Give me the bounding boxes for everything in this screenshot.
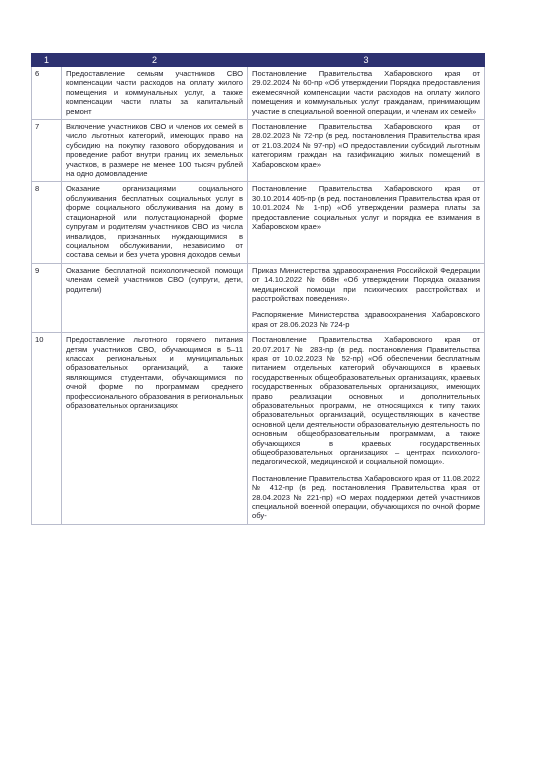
header-col-3: 3 [248,54,485,67]
legal-document: Постановление Правительства Хабаровского края от 11.08.2022 № 412-пр (в ред. постановления Правительства края от 28.04.2023 № 221-пр) «О мерах поддержки детей участников специальной военной операции, обучающихся по очной форме обу- [252,473,480,521]
table-row [32,263,485,332]
table-row [32,182,485,263]
legal-basis [248,333,485,525]
row-number: 10 [32,333,62,525]
legal-document: Постановление Правительства Хабаровского края от 30.10.2014 405-пр (в ред. постановления Правительства края от 10.01.2024 № 1-пр) «Об утверждении размера платы за предоставление социальных услуг и порядка ее взимания в Хабаровском крае» [252,184,480,232]
table-row [32,67,485,120]
legal-document: Приказ Министерства здравоохранения Российской Федерации от 14.10.2022 № 668н «Об утверждении Порядка оказания медицинской помощи при психических расстройствах и расстройствах поведения». [252,265,480,303]
legal-basis [248,67,485,120]
table-row [32,120,485,182]
legal-basis [248,182,485,263]
table-header-row [32,54,485,67]
legal-document: Постановление Правительства Хабаровского края от 28.02.2023 № 72-пр (в ред. постановления Правительства края от 21.03.2024 № 97-пр) «О предоставлении субсидий льготным категориям граждан на газификацию жилых помещений в Хабаровском крае» [252,122,480,169]
legal-basis [248,120,485,182]
table-row [32,333,485,525]
legal-document: Распоряжение Министерства здравоохранения Хабаровского края от 28.06.2023 № 724-р [252,310,480,329]
measure-description: Включение участников СВО и членов их семей в число льготных категорий, имеющих право на субсидию на покупку газового оборудования и проведение работ внутри границ их земельных участков, в размере не менее 100 тысяч рублей на одно домовладение [62,120,248,182]
row-number: 9 [32,263,62,332]
measure-description: Оказание бесплатной психологической помощи членам семей участников СВО (супруги, дети, родители) [62,263,248,332]
measure-description: Предоставление льготного горячего питания детям участников СВО, обучающимся в 5–11 классах региональных и муниципальных образовательных организаций, а также являющимся студентами, обучающимися по очной форме по программам среднего профессионального образования в региональных образовательных организациях [62,333,248,525]
legal-basis [248,263,485,332]
row-number: 8 [32,182,62,263]
measures-table [31,53,485,525]
legal-document: Постановление Правительства Хабаровского края от 29.02.2024 № 60-пр «Об утверждении Порядка предоставления ежемесячной компенсации части расходов на оплату жилого помещения и коммунальных услуг гражданам, принимающим участие в специальной военной операции, и членам их семей» [252,69,480,116]
row-number: 6 [32,67,62,120]
header-col-2: 2 [62,54,248,67]
row-number: 7 [32,120,62,182]
measure-description: Оказание организациями социального обслуживания бесплатных социальных услуг в форме социального обслуживания на дому в стационарной или полустационарной форме супругам и родителям участников СВО из числа инвалидов, признанных нуждающимися в социальном обслуживании, независимо от состава семьи и без учета уровня доходов семьи [62,182,248,263]
legal-document: Постановление Правительства Хабаровского края от 20.07.2017 № 283-пр (в ред. постановления Правительства края от 10.02.2023 № 52-пр) «Об обеспечении бесплатным питанием отдельных категорий обучающихся в краевых государственных общеобразовательных организациях, краевых государственных образовательных организациях, имеющих право реализации основных и дополнительных образовательных программ, не относящихся к типу таких образовательных организаций, осуществляющих в качестве основной цели деятельности образовательную деятельность по основным общеобразовательным программам, а также обучающихся в краевых государственных общеобразовательных организациях – центрах психолого-педагогической, медицинской и социальной помощи». [252,335,480,467]
measure-description: Предоставление семьям участников СВО компенсации части расходов на оплату жилого помещения и коммунальных услуг, а также компенсации части платы за капитальный ремонт [62,67,248,120]
document-page [31,53,484,525]
header-col-1: 1 [32,54,62,67]
